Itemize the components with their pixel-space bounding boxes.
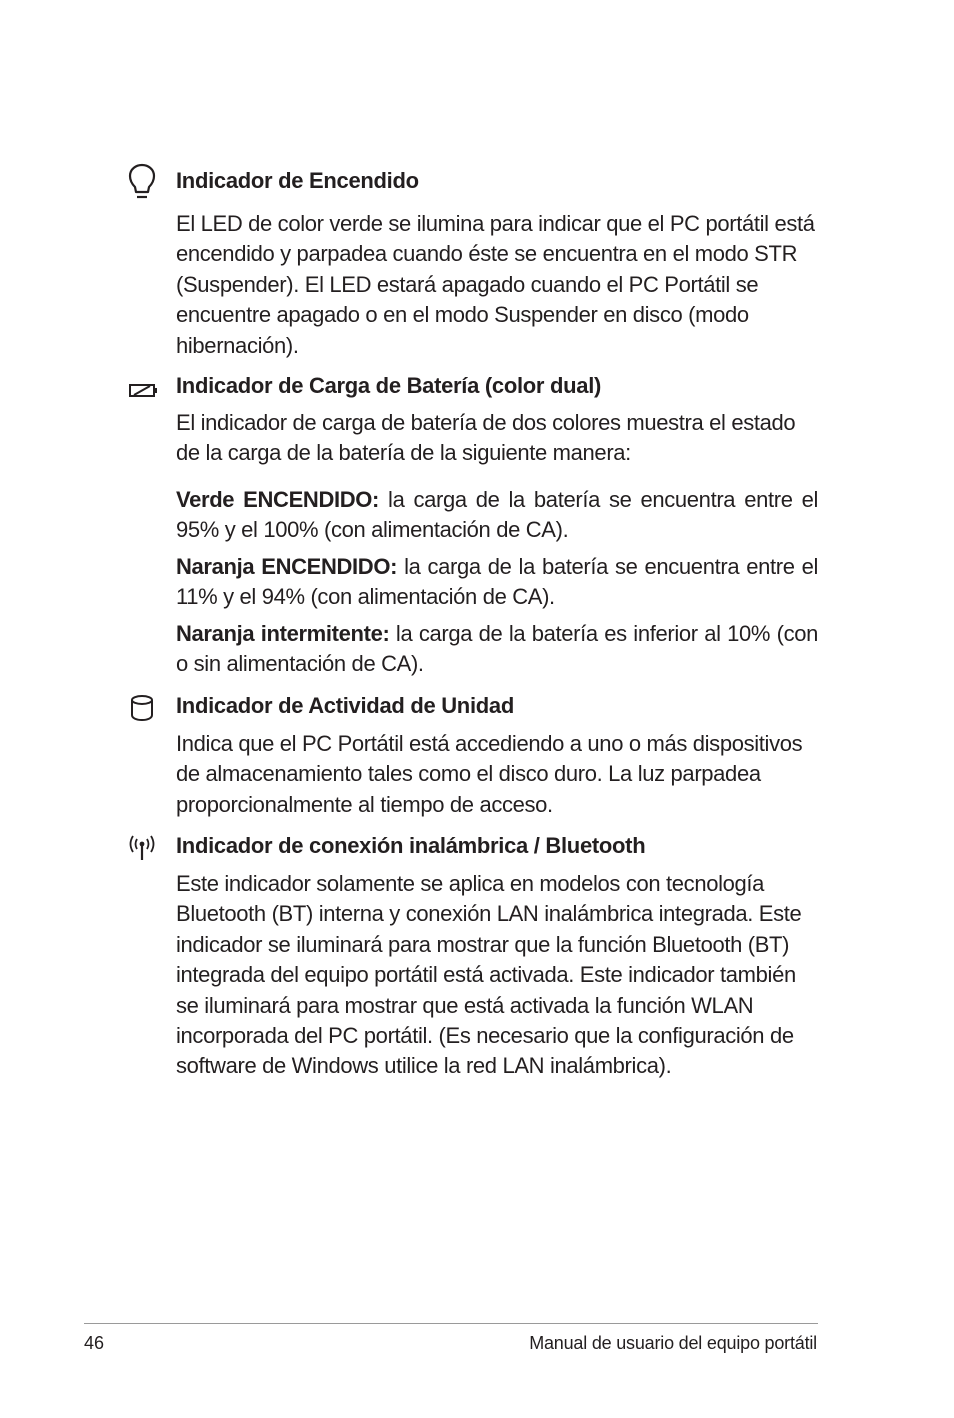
power-lightbulb-icon [126, 162, 160, 192]
battery-indicator-heading: Indicador de Carga de Batería (color dual) [176, 373, 602, 398]
drive-cylinder-icon [126, 693, 160, 723]
battery-state-green [176, 485, 818, 546]
battery-state-text: la carga de la batería se encuentra entre el 11% y el 94% (con alimentación de CA). [176, 554, 819, 610]
footer-divider [84, 1323, 818, 1324]
wireless-indicator-description: Este indicador solamente se aplica en modelos con tecnología Bluetooth (BT) interna y conexión LAN inalámbrica integrada. Este indicador se iluminará para mostrar que la función Bluetooth (BT) integrada del equipo portátil está activada. Este indicador también se iluminará para mostrar que está activada la función WLAN incorporada del PC portátil. (Es necesario que la configuración de software de Windows utilice la red LAN inalámbrica). [176, 871, 802, 1079]
battery-state-label: Naranja ENCENDIDO: [176, 554, 398, 579]
battery-indicator-description: El indicador de carga de batería de dos colores muestra el estado de la carga de la batería de la siguiente manera: [176, 410, 796, 466]
battery-charge-icon [126, 378, 160, 408]
power-indicator-heading: Indicador de Encendido [176, 168, 419, 193]
battery-state-orange-blinking [176, 619, 818, 680]
drive-activity-heading: Indicador de Actividad de Unidad [176, 693, 514, 718]
drive-activity-description: Indica que el PC Portátil está accediendo a uno o más dispositivos de almacenamiento tales como el disco duro. La luz parpadea proporcionalmente al tiempo de acceso. [176, 731, 803, 817]
manual-title: Manual de usuario del equipo portátil [529, 1333, 817, 1353]
battery-state-label: Naranja intermitente: [176, 621, 390, 646]
page-number: 46 [84, 1333, 105, 1353]
wireless-antenna-icon [126, 832, 160, 862]
battery-state-label: Verde ENCENDIDO: [176, 487, 380, 512]
power-indicator-description: El LED de color verde se ilumina para indicar que el PC portátil está encendido y parpadea cuando éste se encuentra en el modo STR (Suspender). El LED estará apagado cuando el PC Portátil se encuentre apagado o en el modo Suspender en disco (modo hibernación). [176, 211, 815, 358]
wireless-indicator-heading: Indicador de conexión inalámbrica / Bluetooth [176, 833, 646, 858]
battery-state-text: la carga de la batería se encuentra entre el 95% y el 100% (con alimentación de CA). [176, 487, 819, 543]
battery-state-text: la carga de la batería es inferior al 10% (con o sin alimentación de CA). [176, 621, 818, 677]
battery-state-orange [176, 552, 818, 613]
